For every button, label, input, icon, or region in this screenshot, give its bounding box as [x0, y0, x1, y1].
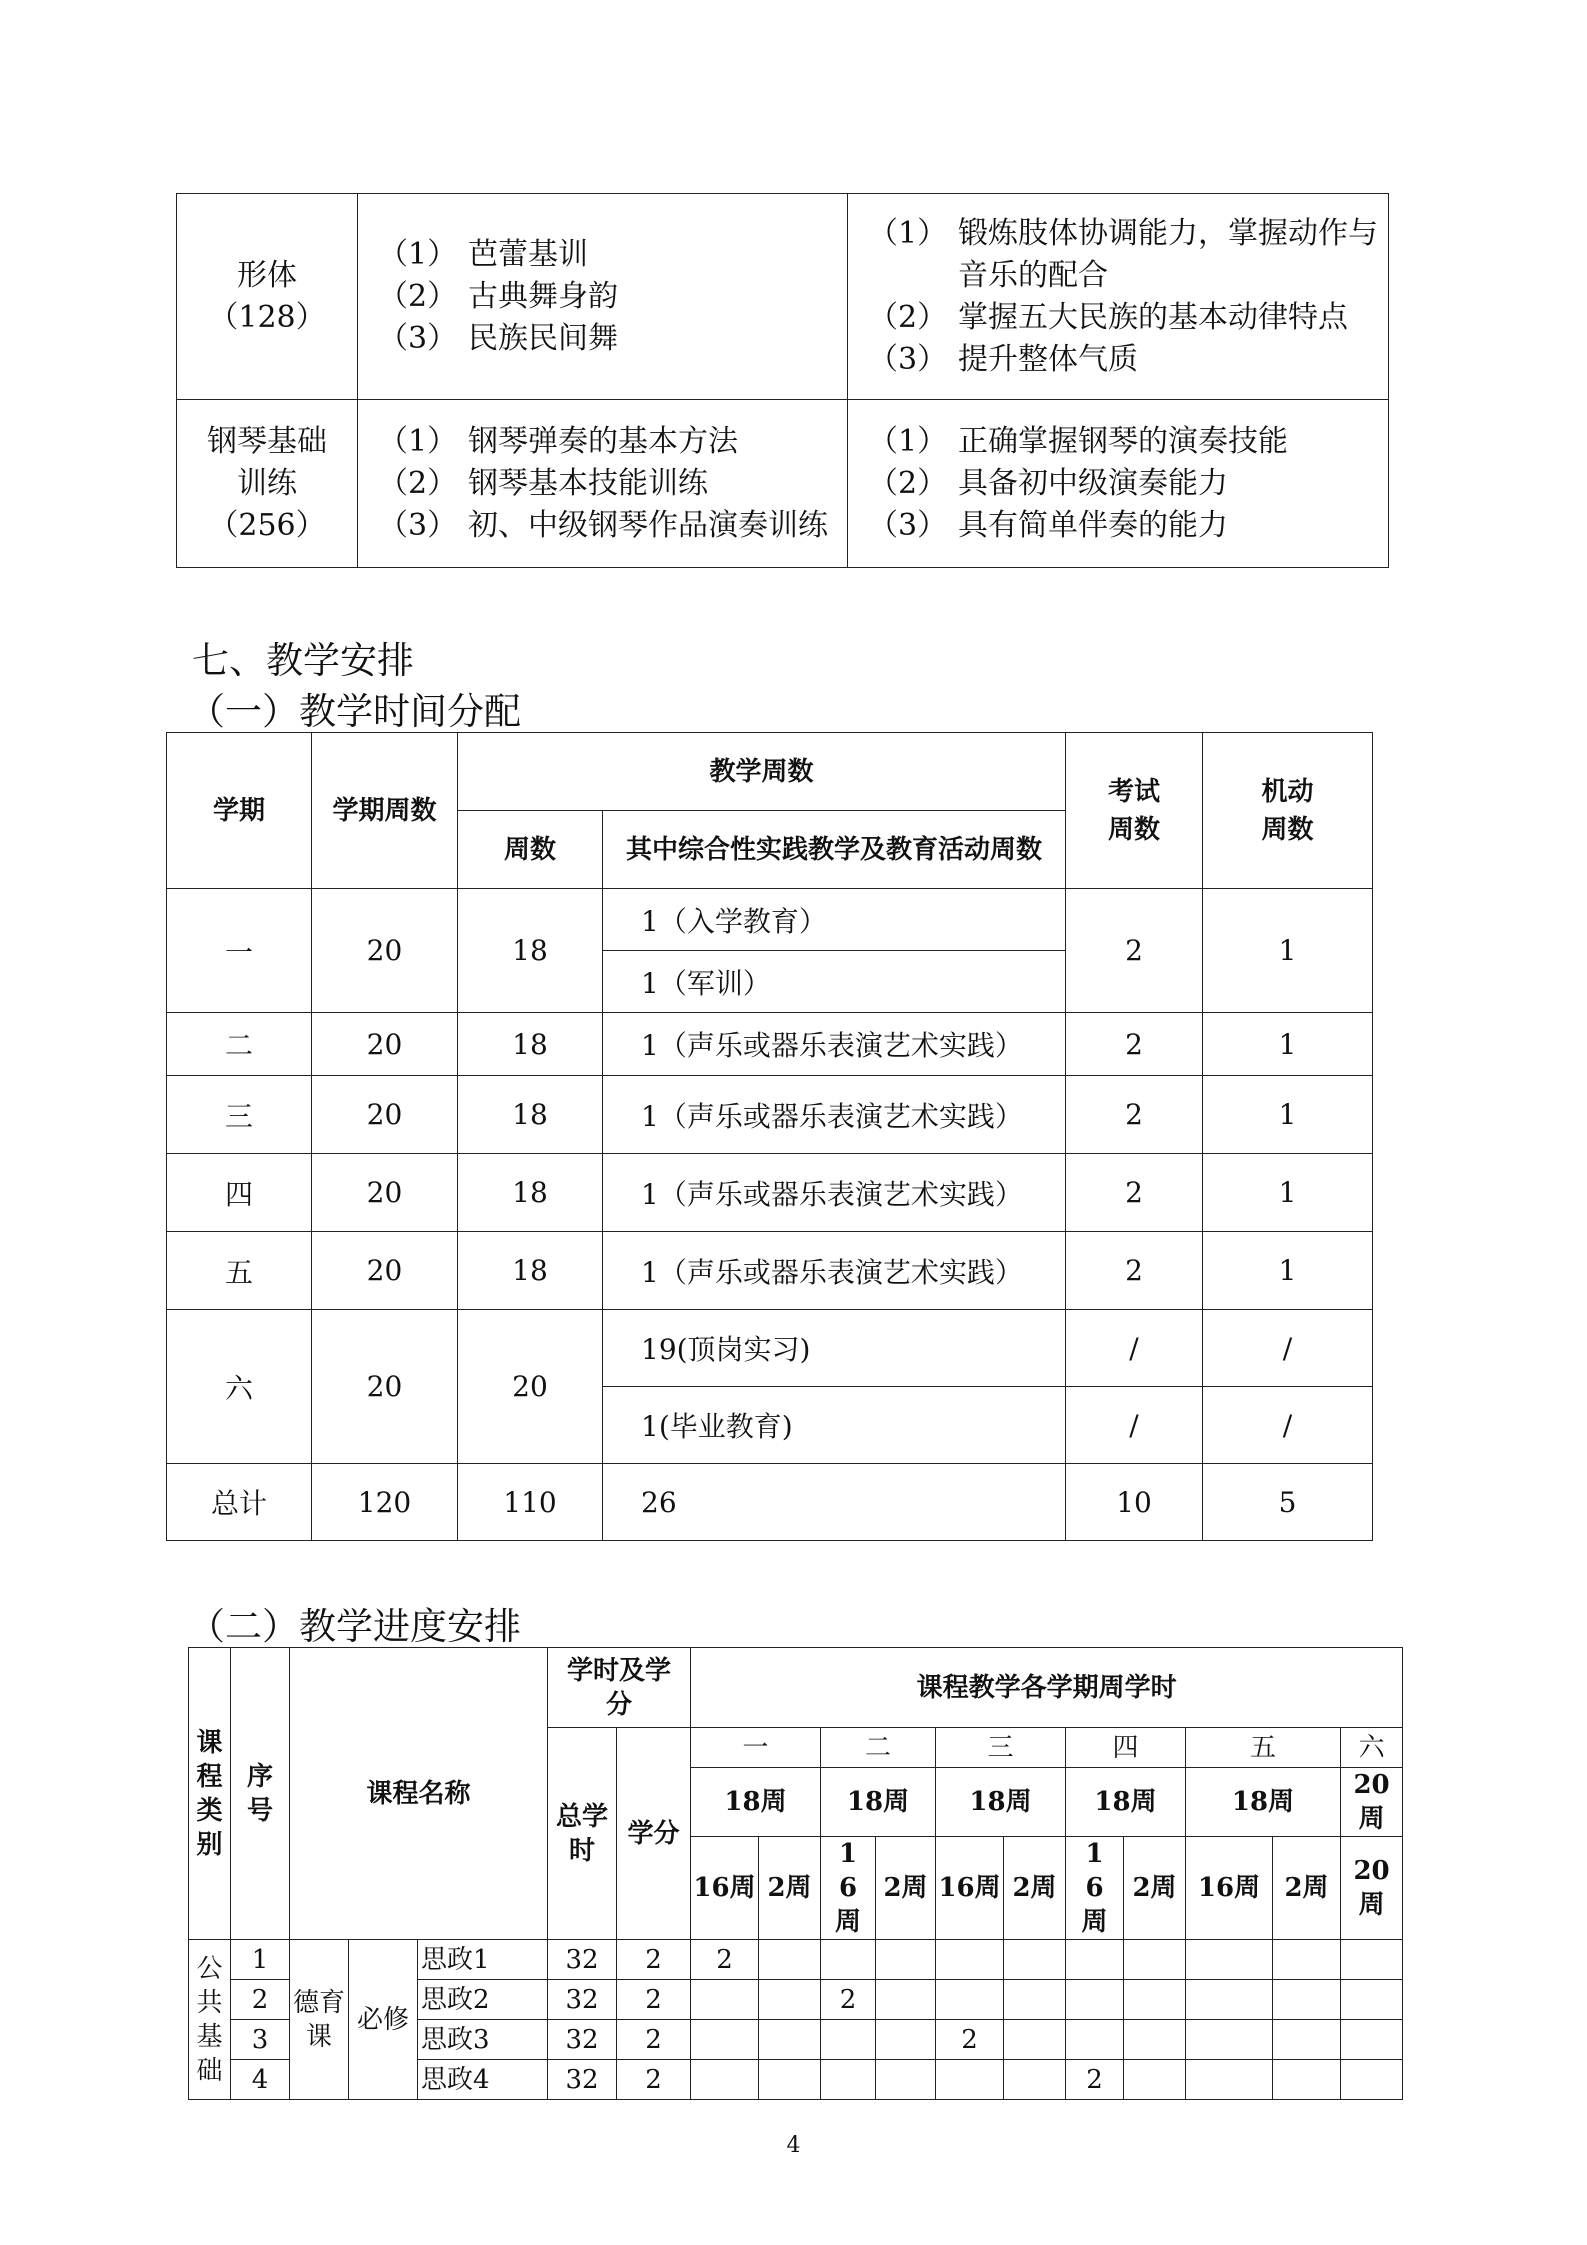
practice-cell: 1（声乐或器乐表演艺术实践） — [603, 1076, 1066, 1154]
time-allocation-table — [166, 732, 1373, 1541]
week-hours-cell: 2 — [936, 2020, 1004, 2060]
week-hours-cell — [936, 1980, 1004, 2020]
item-number: （1） — [378, 423, 458, 459]
course-name-cell — [177, 400, 358, 568]
item-text: 民族民间舞 — [468, 320, 618, 356]
weeks-cell: 18 — [458, 889, 603, 1013]
item-text: 芭蕾基训 — [468, 236, 588, 272]
term-weeks: 20周 — [1341, 1768, 1403, 1837]
header-index: 序号 — [231, 1648, 290, 1940]
subcategory-cell: 德育课 — [290, 1940, 349, 2100]
flex-cell: 1 — [1203, 1076, 1373, 1154]
header-row — [167, 733, 1373, 811]
sub-weeks: 16周 — [821, 1837, 876, 1940]
sub-weeks: 2周 — [1004, 1837, 1066, 1940]
course-hours: （128） — [208, 299, 326, 335]
credits-cell: 2 — [617, 1980, 691, 2020]
header-semester: 学期 — [167, 733, 312, 889]
subsection-title: （二）教学进度安排 — [188, 1605, 521, 1648]
item-number: （3） — [378, 507, 458, 543]
week-hours-cell — [1004, 2020, 1066, 2060]
week-hours-cell — [759, 2060, 821, 2100]
course-name-cell: 思政1 — [418, 1940, 548, 1980]
course-name-cell: 思政3 — [418, 2020, 548, 2060]
course-name: 形体 — [237, 257, 297, 293]
course-content-table — [176, 193, 1389, 568]
practice-cell: 1（军训） — [603, 951, 1066, 1013]
course-name-cell — [177, 194, 358, 400]
week-hours-cell — [691, 2020, 759, 2060]
term-cell: 四 — [167, 1154, 312, 1232]
header-category: 课程类别 — [189, 1648, 231, 1940]
required-cell: 必修 — [349, 1940, 418, 2100]
week-hours-cell — [1186, 2060, 1273, 2100]
header-per-term-hours: 课程教学各学期周学时 — [691, 1648, 1403, 1728]
sub-weeks: 16周 — [691, 1837, 759, 1940]
flex-cell: 5 — [1203, 1464, 1373, 1541]
week-hours-cell — [1066, 1980, 1124, 2020]
practice-cell: 1（声乐或器乐表演艺术实践） — [603, 1154, 1066, 1232]
flex-cell: 1 — [1203, 1013, 1373, 1076]
term-header: 三 — [936, 1728, 1066, 1768]
item-text: 钢琴弹奏的基本方法 — [468, 423, 738, 459]
term-header: 二 — [821, 1728, 936, 1768]
week-hours-cell — [1273, 1940, 1341, 1980]
week-hours-cell — [1124, 2020, 1186, 2060]
content-item — [378, 234, 839, 276]
term-header: 四 — [1066, 1728, 1186, 1768]
content-item — [378, 463, 839, 505]
week-hours-cell — [759, 1940, 821, 1980]
goal-item — [868, 297, 1380, 339]
total-weeks-cell: 20 — [312, 889, 458, 1013]
week-hours-cell — [1004, 1980, 1066, 2020]
index-cell: 3 — [231, 2020, 290, 2060]
term-weeks: 18周 — [821, 1768, 936, 1837]
week-hours-cell — [821, 2060, 876, 2100]
week-hours-cell — [821, 1940, 876, 1980]
term-weeks: 18周 — [691, 1768, 821, 1837]
exam-cell: / — [1066, 1310, 1203, 1387]
exam-cell: 2 — [1066, 889, 1203, 1013]
header-hours-credits: 学时及学分 — [548, 1648, 691, 1728]
content-item — [378, 421, 839, 463]
week-hours-cell — [759, 2020, 821, 2060]
week-hours-cell — [1341, 1980, 1403, 2020]
course-goals-cell — [848, 194, 1389, 400]
category-cell: 公共基础 — [189, 1940, 231, 2100]
sub-weeks: 2周 — [876, 1837, 936, 1940]
total-weeks-cell: 20 — [312, 1154, 458, 1232]
week-hours-cell: 2 — [1066, 2060, 1124, 2100]
flex-cell: 1 — [1203, 889, 1373, 1013]
term-cell: 五 — [167, 1232, 312, 1310]
total-hours-cell: 32 — [548, 1940, 617, 1980]
credits-cell: 2 — [617, 2020, 691, 2060]
flex-cell: 1 — [1203, 1232, 1373, 1310]
course-row — [177, 400, 1389, 568]
goal-item — [868, 339, 1380, 381]
term-weeks: 18周 — [1186, 1768, 1341, 1837]
term-cell: 二 — [167, 1013, 312, 1076]
week-hours-cell — [1124, 1980, 1186, 2020]
week-hours-cell — [936, 2060, 1004, 2100]
course-row — [177, 194, 1389, 400]
header-credits: 学分 — [617, 1728, 691, 1940]
week-hours-cell — [1341, 1940, 1403, 1980]
table-row — [167, 1013, 1373, 1076]
credits-cell: 2 — [617, 2060, 691, 2100]
header-flexible-weeks: 机动周数 — [1203, 733, 1373, 889]
total-weeks-cell: 20 — [312, 1013, 458, 1076]
header-practice-weeks: 其中综合性实践教学及教育活动周数 — [603, 811, 1066, 889]
subsection-title: （一）教学时间分配 — [188, 690, 521, 733]
course-name-cell: 思政4 — [418, 2060, 548, 2100]
index-cell: 1 — [231, 1940, 290, 1980]
exam-cell: 2 — [1066, 1232, 1203, 1310]
item-text: 正确掌握钢琴的演奏技能 — [958, 423, 1288, 459]
goal-item — [868, 463, 1380, 505]
total-hours-cell: 32 — [548, 2020, 617, 2060]
practice-cell: 1（声乐或器乐表演艺术实践） — [603, 1232, 1066, 1310]
week-hours-cell — [1066, 1940, 1124, 1980]
goal-item — [868, 421, 1380, 463]
item-text: 掌握五大民族的基本动律特点 — [958, 299, 1348, 335]
week-hours-cell — [876, 1980, 936, 2020]
weeks-cell: 18 — [458, 1232, 603, 1310]
table-row — [167, 1310, 1373, 1387]
term-cell: 六 — [167, 1310, 312, 1464]
week-hours-cell — [691, 1980, 759, 2020]
week-hours-cell — [936, 1940, 1004, 1980]
term-cell: 总计 — [167, 1464, 312, 1541]
weeks-cell: 20 — [458, 1310, 603, 1464]
exam-cell: / — [1066, 1387, 1203, 1464]
header-total-hours: 总学时 — [548, 1728, 617, 1940]
item-number: （2） — [378, 278, 458, 314]
week-hours-cell — [876, 2020, 936, 2060]
total-hours-cell: 32 — [548, 2060, 617, 2100]
header-teaching-weeks: 教学周数 — [458, 733, 1066, 811]
term-header: 五 — [1186, 1728, 1341, 1768]
page-number: 4 — [786, 2133, 801, 2158]
table-row — [167, 889, 1373, 951]
sub-weeks: 2周 — [1273, 1837, 1341, 1940]
item-number: （1） — [378, 236, 458, 272]
content-item — [378, 276, 839, 318]
item-text: 提升整体气质 — [958, 341, 1138, 377]
goal-item — [868, 505, 1380, 547]
item-number: （1） — [868, 423, 948, 459]
week-hours-cell — [1186, 1980, 1273, 2020]
term-cell: 一 — [167, 889, 312, 1013]
total-weeks-cell: 20 — [312, 1310, 458, 1464]
content-item — [378, 505, 839, 547]
table-row — [189, 1940, 1403, 1980]
week-hours-cell: 2 — [821, 1980, 876, 2020]
weeks-cell: 110 — [458, 1464, 603, 1541]
item-number: （3） — [378, 320, 458, 356]
item-number: （3） — [868, 341, 948, 377]
total-weeks-cell: 20 — [312, 1232, 458, 1310]
term-header: 六 — [1341, 1728, 1403, 1768]
flex-cell: 1 — [1203, 1154, 1373, 1232]
item-text: 钢琴基本技能训练 — [468, 465, 708, 501]
week-hours-cell — [876, 1940, 936, 1980]
weeks-cell: 18 — [458, 1013, 603, 1076]
index-cell: 4 — [231, 2060, 290, 2100]
header-row — [189, 1648, 1403, 1728]
sub-weeks: 20周 — [1341, 1837, 1403, 1940]
practice-cell: 1(毕业教育) — [603, 1387, 1066, 1464]
header-course-name: 课程名称 — [290, 1648, 548, 1940]
course-name-cell: 思政2 — [418, 1980, 548, 2020]
total-hours-cell: 32 — [548, 1980, 617, 2020]
header-exam-weeks: 考试周数 — [1066, 733, 1203, 889]
header-semester-weeks: 学期周数 — [312, 733, 458, 889]
week-hours-cell — [821, 2020, 876, 2060]
total-row — [167, 1464, 1373, 1541]
course-content-cell — [358, 194, 848, 400]
practice-cell: 1（声乐或器乐表演艺术实践） — [603, 1013, 1066, 1076]
exam-cell: 2 — [1066, 1013, 1203, 1076]
week-hours-cell — [876, 2060, 936, 2100]
week-hours-cell — [1004, 1940, 1066, 1980]
week-hours-cell — [691, 2060, 759, 2100]
week-hours-cell — [1066, 2020, 1124, 2060]
week-hours-cell — [1341, 2020, 1403, 2060]
term-cell: 三 — [167, 1076, 312, 1154]
item-text: 古典舞身韵 — [468, 278, 618, 314]
week-hours-cell — [1186, 1940, 1273, 1980]
weeks-cell: 18 — [458, 1154, 603, 1232]
table-row — [167, 1076, 1373, 1154]
practice-cell: 1（入学教育） — [603, 889, 1066, 951]
week-hours-cell — [1341, 2060, 1403, 2100]
item-text: 具备初中级演奏能力 — [958, 465, 1228, 501]
progress-table — [188, 1647, 1403, 2100]
index-cell: 2 — [231, 1980, 290, 2020]
week-hours-cell — [759, 1980, 821, 2020]
week-hours-cell — [1124, 1940, 1186, 1980]
term-weeks: 18周 — [1066, 1768, 1186, 1837]
item-text: 初、中级钢琴作品演奏训练 — [468, 507, 828, 543]
course-hours: （256） — [208, 507, 326, 543]
exam-cell: 2 — [1066, 1154, 1203, 1232]
week-hours-cell: 2 — [691, 1940, 759, 1980]
item-number: （3） — [868, 507, 948, 543]
table-row — [167, 1154, 1373, 1232]
exam-cell: 2 — [1066, 1076, 1203, 1154]
practice-cell: 26 — [603, 1464, 1066, 1541]
sub-weeks: 16周 — [1066, 1837, 1124, 1940]
item-number: （1） — [868, 215, 948, 251]
credits-cell: 2 — [617, 1940, 691, 1980]
sub-weeks: 2周 — [1124, 1837, 1186, 1940]
week-hours-cell — [1273, 1980, 1341, 2020]
sub-weeks: 16周 — [1186, 1837, 1273, 1940]
week-hours-cell — [1186, 2020, 1273, 2060]
content-item — [378, 318, 839, 360]
week-hours-cell — [1004, 2060, 1066, 2100]
course-content-cell — [358, 400, 848, 568]
week-hours-cell — [1273, 2060, 1341, 2100]
term-header: 一 — [691, 1728, 821, 1768]
section-title: 七、教学安排 — [192, 639, 414, 682]
week-hours-cell — [1273, 2020, 1341, 2060]
item-number: （2） — [868, 299, 948, 335]
exam-cell: 10 — [1066, 1464, 1203, 1541]
item-text: 锻炼肢体协调能力，掌握动作与音乐的配合 — [958, 215, 1378, 293]
item-number: （2） — [868, 465, 948, 501]
item-text: 具有简单伴奏的能力 — [958, 507, 1228, 543]
item-number: （2） — [378, 465, 458, 501]
header-weeks: 周数 — [458, 811, 603, 889]
total-weeks-cell: 120 — [312, 1464, 458, 1541]
sub-weeks: 2周 — [759, 1837, 821, 1940]
flex-cell: / — [1203, 1387, 1373, 1464]
table-row — [167, 1232, 1373, 1310]
week-hours-cell — [1124, 2060, 1186, 2100]
sub-weeks: 16周 — [936, 1837, 1004, 1940]
course-name: 钢琴基础训练 — [207, 423, 327, 501]
course-goals-cell — [848, 400, 1389, 568]
weeks-cell: 18 — [458, 1076, 603, 1154]
goal-item — [868, 213, 1380, 297]
practice-cell: 19(顶岗实习) — [603, 1310, 1066, 1387]
term-weeks: 18周 — [936, 1768, 1066, 1837]
total-weeks-cell: 20 — [312, 1076, 458, 1154]
flex-cell: / — [1203, 1310, 1373, 1387]
